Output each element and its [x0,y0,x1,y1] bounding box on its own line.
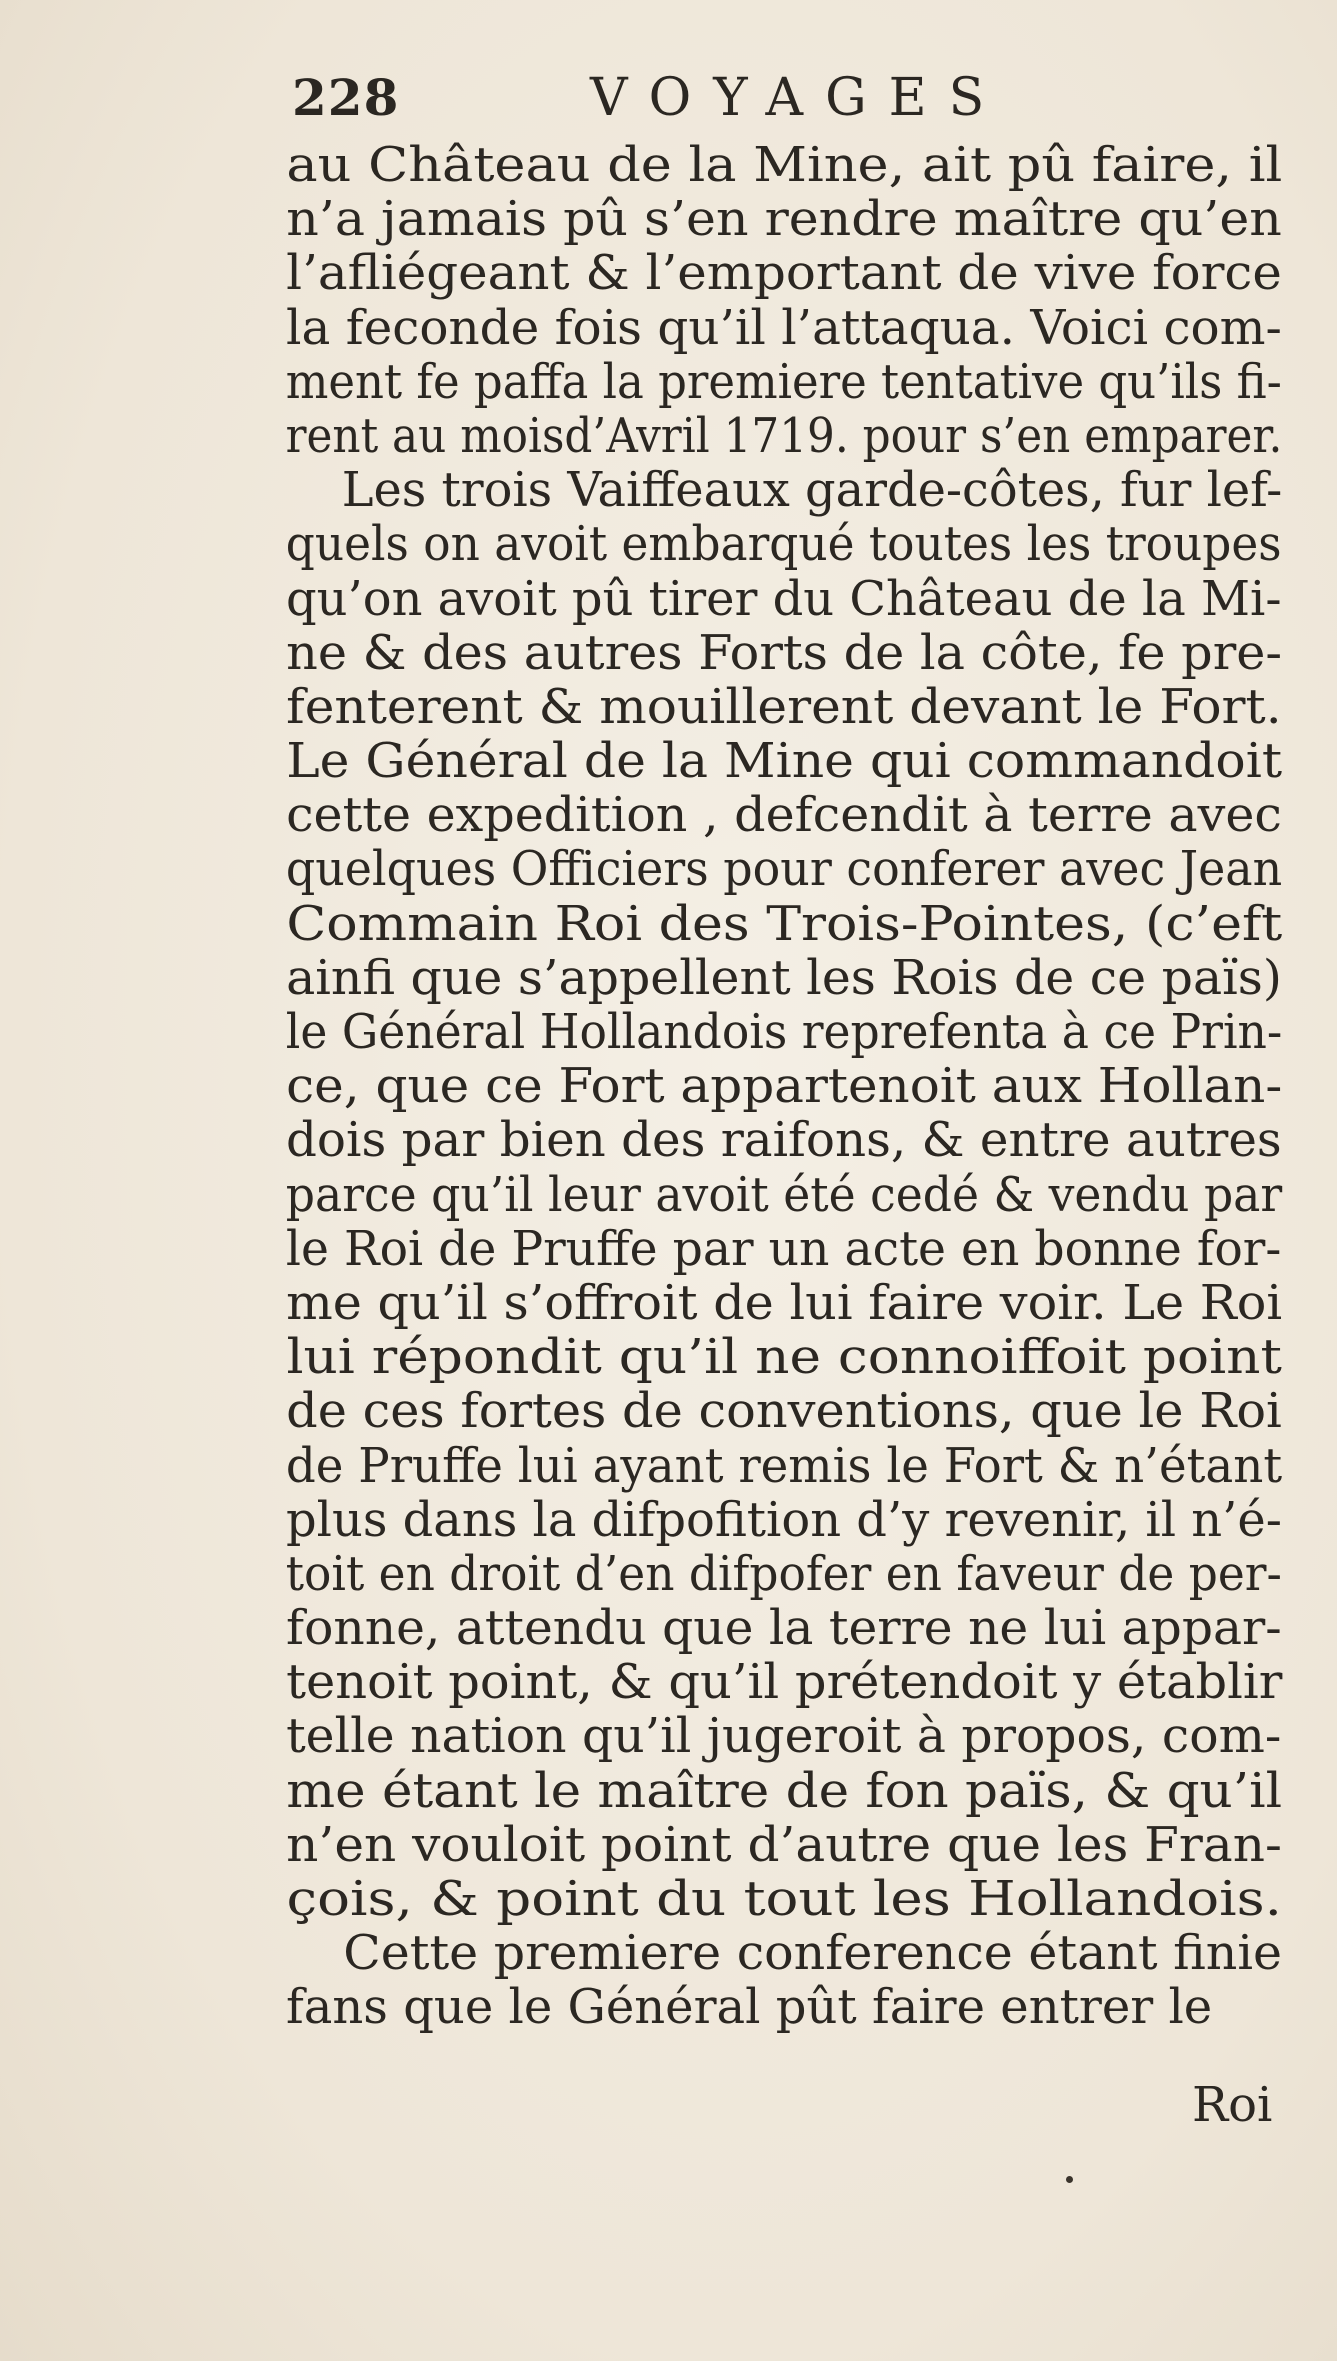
text-line: telle nation qu’il jugeroit à propos, com- [286,1708,1282,1765]
ink-speck [1066,2176,1073,2183]
text-line: ment fe paffa la premiere tentative qu’ils fi- [285,353,1282,410]
text-line: rent au moisd’Avril 1719. pour s’en emparer. [285,407,1283,464]
body-text [282,138,1282,2035]
text-line: le Général Hollandois reprefenta à ce Prin- [285,1004,1283,1060]
text-line: qu’on avoit pû tirer du Château de la Mi- [285,570,1282,627]
text-line: tenoit point, & qu’il prétendoit y établir [286,1654,1283,1711]
text-line: le Roi de Pruffe par un acte en bonne for- [285,1220,1282,1277]
text-line: ce, que ce Fort appartenoit aux Hollan- [286,1058,1283,1115]
text-line: fenterent & mouillerent devant le Fort. [286,678,1282,735]
text-line: Le Général de la Mine qui commandoit [286,733,1283,790]
text-line: cette expedition , defcendit à terre avec [286,787,1282,844]
text-line: de Pruffe lui ayant remis le Fort & n’étant [285,1437,1283,1494]
text-line: n’a jamais pû s’en rendre maître qu’en [286,191,1282,248]
text-line: quelques Officiers pour conferer avec Jean [285,841,1283,898]
text-line: lui répondit qu’il ne connoiffoit point [286,1329,1282,1386]
text-line: Les trois Vaiffeaux garde-côtes, fur lef- [341,462,1283,519]
text-line: dois par bien des raifons, & entre autres [286,1112,1282,1169]
page-number: 228 [292,68,400,127]
text-line: parce qu’il leur avoit été cedé & vendu par [285,1166,1283,1223]
text-line: fonne, attendu que la terre ne lui appar- [286,1600,1282,1657]
text-line: au Château de la Mine, ait pû faire, il [286,137,1283,193]
running-head: VOYAGES [590,68,1007,128]
text-line: Commain Roi des Trois-Pointes, (c’eft [286,895,1283,952]
page-header [292,68,1052,138]
text-line: quels on avoit embarqué toutes les troupes [285,516,1282,573]
text-line: l’afliégeant & l’emportant de vive force [286,245,1282,302]
text-line: çois, & point du tout les Hollandois. [286,1871,1283,1927]
text-line: la feconde fois qu’il l’attaqua. Voici com- [286,299,1282,356]
catchword: Roi [1192,2077,1273,2133]
text-line: fans que le Général pût faire entrer le [286,1979,1213,2036]
text-line: plus dans la difpofition d’y revenir, il n’é- [285,1491,1282,1548]
text-line: me qu’il s’offroit de lui faire voir. Le Roi [286,1274,1283,1331]
text-line: n’en vouloit point d’autre que les Fran- [286,1816,1282,1873]
text-line: ne & des autres Forts de la côte, fe pre- [286,624,1283,681]
text-line: ainfi que s’appellent les Rois de ce païs) [286,949,1282,1006]
text-line: de ces fortes de conventions, que le Roi [286,1383,1282,1440]
text-line: me étant le maître de fon païs, & qu’il [286,1762,1283,1819]
text-line: Cette premiere conference étant finie [343,1925,1283,1982]
text-line: toit en droit d’en difpofer en faveur de per- [285,1545,1282,1602]
